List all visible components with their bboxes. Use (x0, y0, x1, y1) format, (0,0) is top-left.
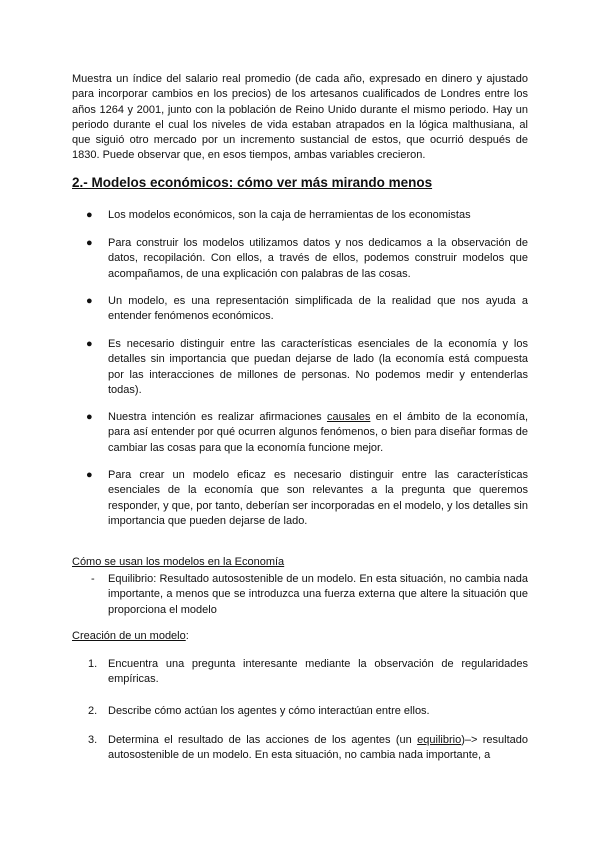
bullet-icon: ● (86, 237, 93, 249)
bullet-icon: ● (86, 295, 93, 307)
step-item (88, 704, 528, 719)
step-number: 2. (88, 705, 98, 717)
creation-heading-line (72, 629, 189, 644)
step-number: 1. (88, 658, 98, 670)
step-item (88, 733, 528, 764)
bullet-text-end: en el ámbito de la economía, para así entender por qué ocurren algunos fenómenos, o bien para diseñar formas de cambiar las cosas para que la economía funcione mejor. (108, 411, 529, 454)
usage-heading: Cómo se usan los modelos en la Economía (72, 556, 285, 568)
bullet-icon: ● (86, 338, 93, 350)
section-title: 2.- Modelos económicos: cómo ver más mirando menos (72, 175, 433, 190)
usage-item (91, 572, 528, 618)
step-text-end: )–> resultado autosostenible de un modelo. En esta situación, no cambia nada importante, a (108, 734, 528, 762)
step-number: 3. (88, 734, 98, 746)
bullet-text: Un modelo, es una representación simplificada de la realidad que nos ayuda a entender fenómenos económicos. (108, 295, 528, 323)
bullet-text-start: Nuestra intención es realizar afirmaciones (108, 411, 327, 423)
bullet-text: Los modelos económicos, son la caja de herramientas de los economistas (108, 209, 471, 221)
step-text: Describe cómo actúan los agentes y cómo interactúan entre ellos. (108, 705, 430, 717)
bullet-item (86, 236, 528, 282)
bullet-icon: ● (86, 469, 93, 481)
underlined-term-equilibrio: equilibrio (417, 734, 462, 746)
bullet-icon: ● (86, 411, 93, 423)
bullet-text: Para construir los modelos utilizamos datos y nos dedicamos a la observación de datos, recopilación. Con ellos, a través de ellos, podemos construir modelos que acompañamos, de una explicación con palabras de las cosas. (108, 237, 528, 280)
bullet-item (86, 294, 528, 325)
bullet-icon: ● (86, 209, 93, 221)
bullet-item (86, 337, 528, 398)
creation-heading: Creación de un modelo (72, 630, 186, 642)
bullet-item (86, 208, 528, 223)
intro-paragraph: Muestra un índice del salario real promedio (de cada año, expresado en dinero y ajustado para incorporar cambios en los precios) de los artesanos cualificados de Londres entre los años 1264 y 2001, junto con la población de Reino Unido durante el mismo periodo. Hay un periodo durante el cual los niveles de vida estaban atrapados en la lógica malthusiana, al que siguió otro mercado por un incremento sustancial de estos, que ocurrió después de 1830. Puede observar que, en esos tiempos, ambas variables crecieron. (72, 73, 528, 162)
dash-marker: - (91, 573, 95, 585)
bullet-text: Para crear un modelo eficaz es necesario distinguir entre las características esenciales de la economía que son relevantes a la pregunta que queremos responder, y que, por tanto, deberían ser incorporadas en el modelo, y los detalles sin importancia que pueden dejarse de lado. (108, 469, 528, 527)
step-text: Encuentra una pregunta interesante mediante la observación de regularidades empíricas. (108, 658, 528, 686)
bullet-item (86, 468, 528, 529)
bullet-item (86, 410, 529, 456)
step-item (88, 657, 528, 688)
bullet-text: Es necesario distinguir entre las características esenciales de la economía y los detalles sin importancia que puedan dejarse de lado (la economía está compuesta por las interacciones de millones de personas. No podemos medir y entenderlas todas). (108, 338, 528, 396)
creation-heading-colon: : (185, 630, 189, 642)
usage-item-text: Equilibrio: Resultado autosostenible de un modelo. En esta situación, no cambia nada importante, a menos que se introduzca una fuerza externa que altere la situación que proporciona el modelo (108, 573, 528, 616)
step-text-start: Determina el resultado de las acciones de los agentes (un (108, 734, 418, 746)
underlined-term-causales: causales (326, 411, 371, 423)
